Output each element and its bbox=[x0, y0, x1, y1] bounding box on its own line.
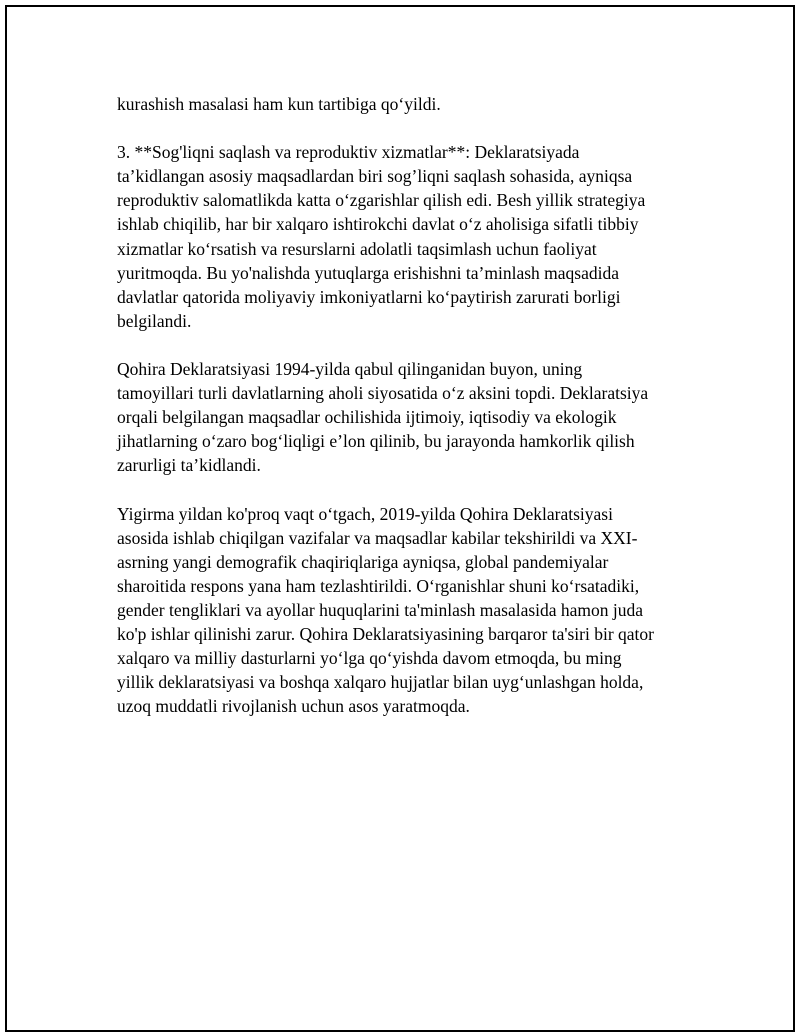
paragraph-gap bbox=[117, 333, 697, 357]
text-line: kurashish masalasi ham kun tartibiga qo‘yildi. bbox=[117, 94, 441, 114]
paragraph-3 bbox=[117, 357, 697, 477]
document-body bbox=[117, 92, 697, 718]
text-line: ishlab chiqilib, har bir xalqaro ishtirokchi davlat o‘z aholisiga sifatli tibbiy bbox=[117, 214, 639, 235]
text-line: uzoq muddatli rivojlanish uchun asos yaratmoqda. bbox=[117, 696, 470, 717]
paragraph-1 bbox=[117, 92, 697, 116]
text-line: jihatlarning o‘zaro bog‘liqligi e’lon qilinib, bu jarayonda hamkorlik qilish bbox=[117, 431, 635, 452]
text-line: sharoitida respons yana ham tezlashtirildi. O‘rganishlar shuni ko‘rsatadiki, bbox=[117, 575, 640, 596]
text-line: gender tengliklari va ayollar huquqlarini ta'minlash masalasida hamon juda bbox=[117, 599, 644, 620]
text-line: Yigirma yildan ko'proq vaqt o‘tgach, 2019-yilda Qohira Deklaratsiyasi bbox=[117, 503, 613, 524]
paragraph-2 bbox=[117, 140, 697, 333]
text-line: yuritmoqda. Bu yo'nalishda yutuqlarga erishishni ta’minlash maqsadida bbox=[117, 262, 619, 283]
paragraph-gap bbox=[117, 478, 697, 502]
text-line: asrning yangi demografik chaqiriqlariga ayniqsa, global pandemiyalar bbox=[117, 551, 609, 572]
text-line: yillik deklaratsiyasi va boshqa xalqaro hujjatlar bilan uyg‘unlashgan holda, bbox=[117, 672, 644, 693]
text-line: xizmatlar ko‘rsatish va resurslarni adolatli taqsimlash uchun faoliyat bbox=[117, 238, 597, 259]
text-line: 3. **Sog'liqni saqlash va reproduktiv xizmatlar**: Deklaratsiyada bbox=[117, 142, 580, 163]
paragraph-4 bbox=[117, 502, 697, 719]
text-line: tamoyillari turli davlatlarning aholi siyosatida o‘z aksini topdi. Deklaratsiya bbox=[117, 383, 649, 404]
text-line: reproduktiv salomatlikda katta o‘zgarishlar qilish edi. Besh yillik strategiya bbox=[117, 190, 646, 211]
paragraph-gap bbox=[117, 116, 697, 140]
text-line: ta’kidlangan asosiy maqsadlardan biri sog’liqni saqlash sohasida, ayniqsa bbox=[117, 166, 633, 187]
text-line: zarurligi ta’kidlandi. bbox=[117, 455, 261, 476]
text-line: ko'p ishlar qilinishi zarur. Qohira Deklaratsiyasining barqaror ta'siri bir qator bbox=[117, 624, 654, 645]
text-line: belgilandi. bbox=[117, 310, 192, 331]
text-line: davlatlar qatorida moliyaviy imkoniyatlarni ko‘paytirish zarurati borligi bbox=[117, 286, 621, 307]
text-line: xalqaro va milliy dasturlarni yo‘lga qo‘yishda davom etmoqda, bu ming bbox=[117, 648, 622, 669]
text-line: orqali belgilangan maqsadlar ochilishida ijtimoiy, iqtisodiy va ekologik bbox=[117, 407, 617, 428]
text-line: asosida ishlab chiqilgan vazifalar va maqsadlar kabilar tekshirildi va XXI- bbox=[117, 527, 638, 548]
text-line: Qohira Deklaratsiyasi 1994-yilda qabul qilinganidan buyon, uning bbox=[117, 359, 583, 380]
